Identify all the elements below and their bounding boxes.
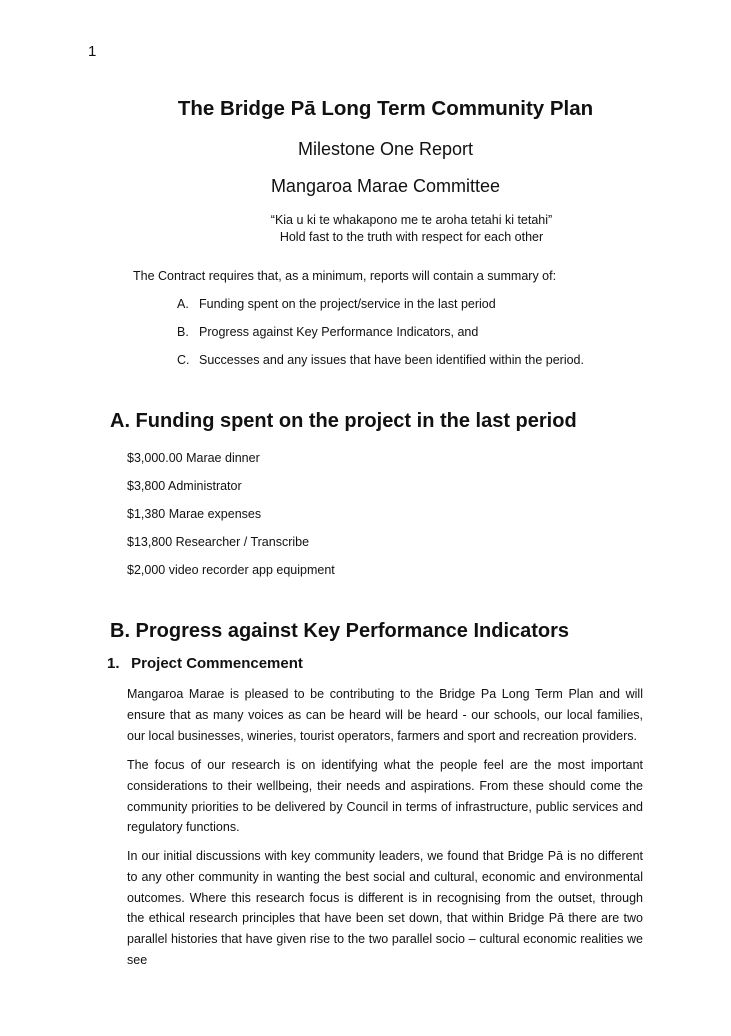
list-item bbox=[177, 325, 584, 353]
funding-item: $2,000 video recorder app equipment bbox=[127, 563, 335, 577]
list-text: Funding spent on the project/service in the last period bbox=[199, 297, 496, 311]
funding-item: $3,800 Administrator bbox=[127, 479, 242, 493]
list-letter: A. bbox=[177, 297, 189, 311]
quote-english: Hold fast to the truth with respect for each other bbox=[279, 230, 544, 244]
list-text: Progress against Key Performance Indicators, and bbox=[199, 325, 479, 339]
committee-name: Mangaroa Marae Committee bbox=[270, 176, 501, 196]
subsection-title: Project Commencement bbox=[131, 655, 303, 672]
document-title: The Bridge Pā Long Term Community Plan bbox=[177, 97, 594, 120]
list-item bbox=[177, 353, 584, 381]
funding-item: $13,800 Researcher / Transcribe bbox=[127, 535, 310, 549]
proverb-quote bbox=[46, 212, 731, 246]
quote-maori: “Kia u ki te whakapono me te aroha tetahi ki tetahi” bbox=[270, 213, 553, 227]
section-a-heading: A. Funding spent on the project in the last period bbox=[110, 410, 577, 432]
section-b-heading: B. Progress against Key Performance Indicators bbox=[110, 620, 570, 642]
funding-item: $1,380 Marae expenses bbox=[127, 507, 262, 521]
list-text: Successes and any issues that have been identified within the period. bbox=[199, 353, 584, 367]
contract-intro: The Contract requires that, as a minimum, reports will contain a summary of: bbox=[133, 269, 557, 283]
paragraph: In our initial discussions with key community leaders, we found that Bridge Pā is no different to any other community in wanting the best social and cultural, economic and environmental outcomes. Where this research focus is different is in recognising from the outset, through the ethical research principles that have been set down, that within Bridge Pā there are two parallel histories that have given rise to the two parallel socio – cultural economic realities we see bbox=[127, 849, 643, 967]
subsection-number: 1. bbox=[107, 655, 120, 672]
paragraph: The focus of our research is on identifying what the people feel are the most important considerations to their wellbeing, their needs and aspirations. From these should come the community priorities to be delivered by Council in terms of infrastructure, public services and regulatory functions. bbox=[127, 758, 643, 835]
list-item bbox=[177, 297, 584, 325]
funding-item: $3,000.00 Marae dinner bbox=[127, 451, 260, 465]
subsection-heading bbox=[107, 655, 303, 672]
paragraph: Mangaroa Marae is pleased to be contributing to the Bridge Pa Long Term Plan and will ensure that as many voices as can be heard will be heard - our schools, our local families, our local businesses, wineries, tourist operators, farmers and sport and recreation providers. bbox=[127, 687, 643, 743]
list-letter: B. bbox=[177, 325, 189, 339]
list-letter: C. bbox=[177, 353, 190, 367]
report-subtitle: Milestone One Report bbox=[297, 139, 474, 159]
summary-list bbox=[177, 297, 584, 381]
funding-list bbox=[127, 451, 335, 591]
page-number: 1 bbox=[88, 43, 97, 60]
